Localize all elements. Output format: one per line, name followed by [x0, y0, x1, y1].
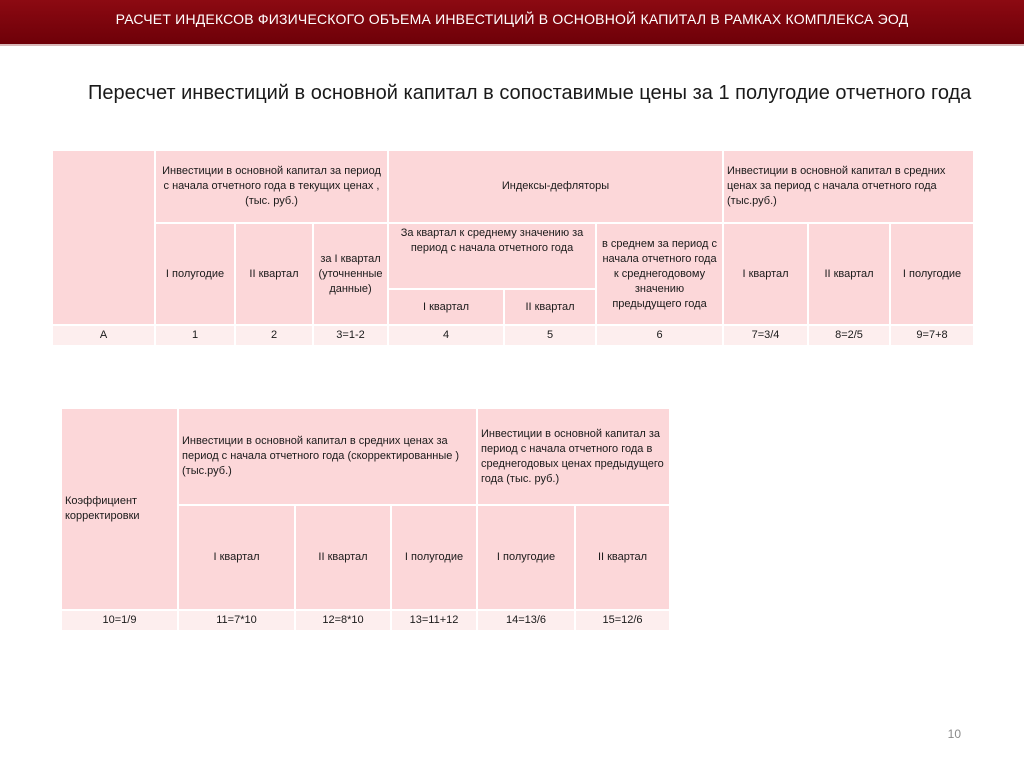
table-cell: 3=1-2 — [313, 325, 388, 346]
col-half-year: I полугодие — [391, 505, 477, 610]
correction-table — [60, 407, 671, 632]
col-average-to-prev-year: в среднем за период с начала отчетного года к среднегодовому значению предыдущего года — [596, 223, 723, 325]
table-cell: 10=1/9 — [61, 610, 178, 631]
col-half-year-prev: I полугодие — [477, 505, 575, 610]
subcol-q2: II квартал — [504, 289, 596, 325]
header-current-prices: Инвестиции в основной капитал за период с начала отчетного года в текущих ценах , (тыс. руб.) — [155, 150, 388, 223]
header-average-prices: Инвестиции в основной капитал в средних ценах за период с начала отчетного года (тыс.руб.) — [723, 150, 974, 223]
table-cell: 11=7*10 — [178, 610, 295, 631]
table-cell: А — [52, 325, 155, 346]
table-cell: 14=13/6 — [477, 610, 575, 631]
col-q1: I квартал — [178, 505, 295, 610]
table-cell: 8=2/5 — [808, 325, 890, 346]
table-cell: 1 — [155, 325, 235, 346]
title-bar — [0, 0, 1024, 46]
header-deflators: Индексы-дефляторы — [388, 150, 723, 223]
col-half-year: I полугодие — [155, 223, 235, 325]
coefficient-label: Коэффициент корректировки — [61, 408, 178, 610]
col-q1-refined: за I квартал (уточненные данные) — [313, 223, 388, 325]
table-cell: 6 — [596, 325, 723, 346]
col-q2: II квартал — [295, 505, 391, 610]
page-number: 10 — [947, 727, 961, 741]
col-q2-prev: II квартал — [575, 505, 670, 610]
col-q2: II квартал — [235, 223, 313, 325]
col-half-average: I полугодие — [890, 223, 974, 325]
table-cell: 15=12/6 — [575, 610, 670, 631]
table-cell: 4 — [388, 325, 504, 346]
col-quarter-to-average: За квартал к среднему значению за период с начала отчетного года — [388, 223, 596, 289]
table-cell: 5 — [504, 325, 596, 346]
col-q1-average: I квартал — [723, 223, 808, 325]
table-cell: 9=7+8 — [890, 325, 974, 346]
table-cell: 13=11+12 — [391, 610, 477, 631]
subcol-q1: I квартал — [388, 289, 504, 325]
table-cell: 2 — [235, 325, 313, 346]
header-prev-year-prices: Инвестиции в основной капитал за период с начала отчетного года в среднегодовых ценах предыдущего года (тыс. руб.) — [477, 408, 670, 505]
slide-subtitle: Пересчет инвестиций в основной капитал в сопоставимые цены за 1 полугодие отчетного года — [88, 82, 972, 104]
table1-corner-cell — [52, 150, 155, 325]
col-q2-average: II квартал — [808, 223, 890, 325]
table-cell: 7=3/4 — [723, 325, 808, 346]
table-cell: 12=8*10 — [295, 610, 391, 631]
deflator-table — [51, 149, 975, 347]
slide-title: РАСЧЕТ ИНДЕКСОВ ФИЗИЧЕСКОГО ОБЪЕМА ИНВЕСТИЦИЙ В ОСНОВНОЙ КАПИТАЛ В РАМКАХ КОМПЛЕКСА ЭОД — [115, 11, 909, 27]
header-average-prices-corrected: Инвестиции в основной капитал в средних ценах за период с начала отчетного года (скорректированные )(тыс.руб.) — [178, 408, 477, 505]
